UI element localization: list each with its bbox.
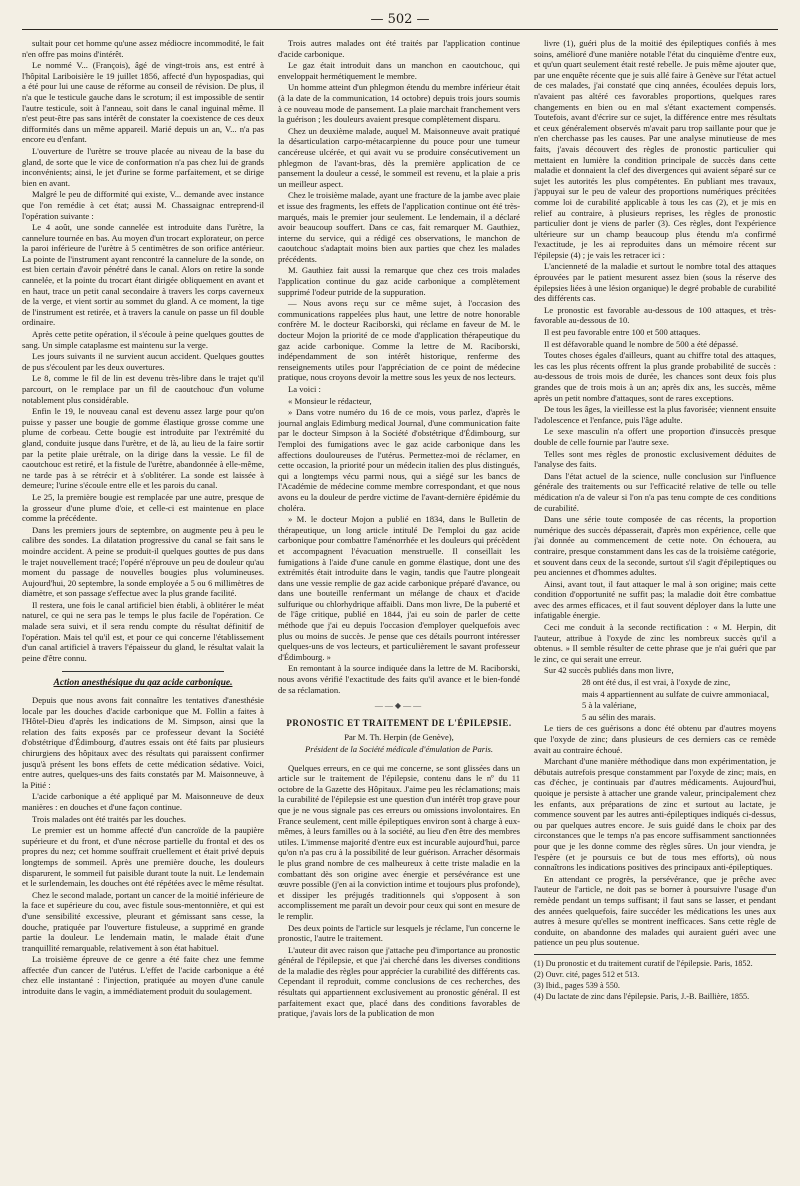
paragraph: » Dans votre numéro du 16 de ce mois, vous parlez, d'après le journal anglais Edimburg medical Journal, d'une communication faite par le docteur Simpson à la Société d'obstétrique d'Édimbourg, sur l'emploi des fumigations avec le gaz acide carbonique dans les affections douloureuses de l'utérus. Permettez-moi de réclamer, en cette occasion, la priorité pour un médecin italien des plus distingués, qui a longtemps vécu parmi nous, qui a siégé sur les bancs de l'Académie de médecine comme membre correspondant, et que nous avons eu la douleur de perdre victime de l'avant-dernière épidémie du choléra. bbox=[278, 407, 520, 513]
paragraph: Après cette petite opération, il s'écoule à peine quelques gouttes de sang. Un simple cataplasme est maintenu sur la verge. bbox=[22, 329, 264, 350]
paragraph: Enfin le 19, le nouveau canal est devenu assez large pour qu'on puisse y passer une bougie de gomme élastique grosse comme une plume de corbeau. Cette bougie est introduite par l'extrémité du gland, conduite jusque dans l'urètre, et de là, au lieu de la faire sortir par la petite plaie urétrale, on la dirige dans la vessie. Le fil de caoutchouc est retiré, et la fistule de l'urètre, abandonnée à elle-même, ne tarde pas à se rétrécir et à s'oblitérer. La sonde est laissée à demeure; l'urine s'écoule entre elle et les parois du canal. bbox=[22, 406, 264, 491]
paragraph: Le gaz était introduit dans un manchon en caoutchouc, qui enveloppait hermétiquement le membre. bbox=[278, 60, 520, 81]
column-left bbox=[22, 38, 264, 1168]
section-title: Action anesthésique du gaz acide carbonique. bbox=[53, 678, 233, 689]
header-rule bbox=[22, 29, 778, 30]
footnote: (2) Ouvr. cité, pages 512 et 513. bbox=[534, 969, 640, 979]
column-right bbox=[534, 38, 776, 1168]
paragraph: Le tiers de ces guérisons a donc été obtenu par d'autres moyens que l'oxyde de zinc; dans plusieurs de ces derniers cas ce remède avait au contraire échoué. bbox=[534, 723, 776, 755]
paragraph: Ceci me conduit à la seconde rectification : « M. Herpin, dit l'auteur, attribue à l'oxyde de zinc les nombreux succès qu'il a obtenus. » Il semble résulter de cette phrase que je n'ai guéri que par le zinc, ce qui serait une erreur. bbox=[534, 622, 776, 664]
column-left-paragraphs-2 bbox=[22, 695, 264, 997]
paragraph: Malgré le peu de difformité qui existe, V... demande avec instance que l'on remédie à cet état; aussi M. Chassaignac entreprend-il l'opération suivante : bbox=[22, 189, 264, 221]
article-title: PRONOSTIC ET TRAITEMENT DE L'ÉPILEPSIE. bbox=[286, 717, 512, 728]
article-author: Par M. Th. Herpin (de Genève), bbox=[344, 732, 454, 743]
paragraph: Dans les premiers jours de septembre, on augmente peu à peu le calibre des sondes. La dilatation progressive du canal se fait sans le moindre accident. A peine se produit-il quelques gouttes de pus dans le trajet nouvellement tracé; l'opéré n'éprouve un peu de douleur qu'au moment du passage de nouvelles bougies plus volumineuses. Aujourd'hui, 20 septembre, la sonde employée a 5 ou 6 millimètres de diamètre, et son passage s'effectue avec la plus grande facilité. bbox=[22, 524, 264, 599]
paragraph: Chez le second malade, portant un cancer de la moitié inférieure de la face et supérieure du cou, avec fistule sous-mentonnière, et qui est d'une sensibilité excessive, pleurant et gémissant sans cesse, la douche, pratiquée par l'ouverture fistuleuse, a supprimé en grande partie la douleur. Le lendemain matin, le malade était d'une tranquillité remarquable, relativement à son état habituel. bbox=[22, 889, 264, 953]
success-list bbox=[534, 677, 776, 722]
paragraph: L'auteur dit avec raison que j'attache peu d'importance au pronostic général de l'épilepsie, et que j'ai cherché dans les diverses conditions de la maladie des règles pour apprécier la curabilité des différents cas. Cependant il reproduit, comme conclusions de ces recherches, des résultats qui appartiennent exclusivement au pronostic général. Il est parfaitement exact que, placé dans des conditions favorables de pratique, j'avais lors de la publication de mon bbox=[278, 944, 520, 1019]
paragraph: Sur 42 succès publiés dans mon livre, bbox=[544, 665, 674, 676]
paragraph: L'ouverture de l'urètre se trouve placée au niveau de la base du gland, de sorte que le vice de conformation n'a pas chez lui de grands inconvénients; ainsi, le jet d'urine se forme parfaitement, et se dirige bien en avant. bbox=[22, 145, 264, 188]
paragraph: Depuis que nous avons fait connaître les tentatives d'anesthésie locale par les douches d'acide carbonique que M. Follin a faites à l'Hôtel-Dieu d'après les indications de M. Simpson, ainsi que la relation des faits exposés par ce professeur devant la Société d'obstétrique d'Édimbourg, d'autres essais ont été faits par plusieurs chirurgiens des hôpitaux avec des résultats qui paraissent confirmer jusqu'à présent les bons effets de cette médication sédative. Voici, entre autres, quelques-uns des faits constatés par M. Maisonneuve, à la Pitié : bbox=[22, 695, 264, 790]
paragraph: » M. le docteur Mojon a publié en 1834, dans le Bulletin de thérapeutique, un long article intitulé De l'emploi du gaz acide carbonique pour combattre l'aménorrhée et les douleurs qui précèdent et accompagnent l'évacuation menstruelle. Il conseillait les fumigations à l'aide d'une canule en gomme élastique, dont une des extrémités était introduite dans le vagin, tandis que l'autre plongeait dans une vessie remplie de gaz acide carbonique préparé d'avance, ou dans une bouteille renfermant un mélange de chaux et d'acide sulfurique ou chlorhydrique affaibli. Dans mon livre, De la puberté et de l'âge critique, publié en 1844, j'ai eu soin de parler de cette méthode que j'ai eu depuis l'occasion d'employer quelquefois avec plus ou moins de succès. Je pense que ces détails pourront intéresser quelques-uns de vos lecteurs, et particulièrement le savant professeur d'Édimbourg. » bbox=[278, 514, 520, 662]
column-middle-paragraphs-2 bbox=[278, 763, 520, 1019]
paragraph: Un homme atteint d'un phlegmon étendu du membre inférieur était (à la date de la communication, 14 octobre) depuis trois jours soumis à ce nouveau mode de pansement. La plaie marchait franchement vers la guérison ; les douleurs avaient presque complètement disparu. bbox=[278, 82, 520, 125]
list-item: 5 à la valériane, bbox=[582, 700, 637, 711]
paragraph: Le 8, comme le fil de lin est devenu très-libre dans le trajet qu'il parcourt, on le remplace par un fil de caoutchouc d'un volume notablement plus considérable. bbox=[22, 373, 264, 405]
paragraph: Dans une série toute composée de cas récents, la proportion numérique des succès dépasserait, d'après mon expérience, celle que j'ai donnée au commencement de cette note. On échouera, au contraire, presque constamment dans les cas de la troisième catégorie, et souvent dans ceux de la seconde, surtout s'il s'agit d'épileptiques ou peu anciennes et d'hommes adultes. bbox=[534, 514, 776, 578]
paragraph: Trois autres malades ont été traités par l'application continue d'acide carbonique. bbox=[278, 38, 520, 59]
footnotes bbox=[534, 954, 776, 1002]
paragraph: Marchant d'une manière méthodique dans mon expérimentation, je débutais autrefois presque constamment par l'oxyde de zinc; mais, en cas d'échec, je continuais par d'autres médicaments. Aujourd'hui, quoique je persiste à attacher une grande valeur, principalement chez les enfants, aux préparations de zinc et surtout au lactate, je commence souvent par les autres anti-épileptiques indiqués ci-dessus, ou par quelques autres encore. Je suis guidé dans le choix par des circonstances que le temps n'a pas encore suffisamment sanctionnées pour que je les donne comme des règles sûres. Un jour viendra, je l'espère (et je poursuis ce but de tous mes efforts), où nous connaîtrons les indications positives des principaux anti-épileptiques. bbox=[534, 756, 776, 873]
article-author-role: Président de la Société médicale d'émulation de Paris. bbox=[305, 744, 493, 754]
list-item: mais 4 appartiennent au sulfate de cuivre ammoniacal, bbox=[582, 688, 770, 699]
paragraph: Le pronostic est favorable au-dessous de 100 attaques, et très-favorable au-dessous de 10. bbox=[534, 304, 776, 326]
paragraph: Le 25, la première bougie est remplacée par une autre, presque de la grosseur d'une plume d'oie, et celle-ci est maintenue en place comme la précédente. bbox=[22, 491, 264, 524]
paragraph: Quelques erreurs, en ce qui me concerne, se sont glissées dans un article sur le traitement de l'épilepsie, contenu dans le nº du 11 octobre de la Gazette des Hôpitaux. J'aime peu les réclamations; mais la curabilité de l'épilepsie est une question d'un intérêt trop grave pour que je ne vous signale pas ces erreurs ou omissions involontaires. En France seulement, cent mille épileptiques environ sont à charge à eux-mêmes, à leurs familles ou à la société, au lieu d'en être des membres utiles. L'immense majorité d'entre eux est incurable aujourd'hui, parce qu'on n'a pas cru à la possibilité de leur guérison. Arracher désormais le plus grand nombre de ces malheureux à cette triste maladie en la combattant dès son origine avec énergie et persévérance est une œuvre possible (j'en ai la conviction intime et toujours plus profonde), et dissiper les préjugés traditionnels qui s'opposent à son accomplissement me paraît un devoir pour ceux qui sont en mesure de le remplir. bbox=[278, 762, 520, 921]
paragraph: Chez le troisième malade, ayant une fracture de la jambe avec plaie et issue des fragments, les effets de l'application continue ont été très-marqués, mais le premier jour seulement. Le lendemain, il a déclaré avoir beaucoup souffert. Dans ce cas, fait remarquer M. Gauthiez, interne du service, qui a rédigé ces observations, le manchon de caoutchouc s'adaptait moins bien aux parties que chez les malades précédents. bbox=[278, 190, 520, 264]
paragraph: Il est défavorable quand le nombre de 500 a été dépassé. bbox=[544, 338, 738, 349]
paragraph: Toutes choses égales d'ailleurs, quant au chiffre total des attaques, les cas les plus récents offrent la plus grande probabilité de succès : au-dessous de trois mois de durée, les chances sont deux fois plus grandes que de trois mois à un an; après dix ans, les succès, même après un petit nombre d'attaques, sont de rares exceptions. bbox=[534, 350, 776, 403]
column-middle-paragraphs bbox=[278, 38, 520, 695]
paragraph: La voici : bbox=[288, 384, 321, 394]
column-right-paragraphs bbox=[534, 38, 776, 676]
paragraph: « Monsieur le rédacteur, bbox=[288, 395, 372, 406]
paragraph: — Nous avons reçu sur ce même sujet, à l'occasion des communications rappelées plus haut, une lettre de notre honorable confrère M. le docteur Raciborski, qui réclame en faveur de M. le docteur Mojon la priorité de ce mode d'application thérapeutique du gaz acide carbonique. Comme la lettre de M. Raciborski, indépendamment de son intérêt historique, renferme des renseignements utiles pour l'appréciation de ce point de médecine pratique, nous croyons devoir la mettre sous les yeux de nos lecteurs. bbox=[278, 298, 520, 383]
ornament-divider: ——◆—— bbox=[374, 701, 424, 711]
paragraph: Le 4 août, une sonde cannelée est introduite dans l'urètre, la cannelure tournée en bas. Au moyen d'un trocart explorateur, on perce la paroi inférieure de l'urètre à 5 centimètres de son orifice antérieur. La pointe de l'instrument ayant rencontré la cannelure de la sonde, on est bien certain d'avoir pénétré dans le canal. Alors on retire la sonde cannelée, et la pointe du trocart étant dirigée obliquement en avant et en haut, trace un petit canal secondaire à travers les corps caverneux de la verge, et vient sortir au sommet du gland. A ce moment, la tige de l'instrument est retirée, et à travers la canule on passe un fil double ordinaire. bbox=[22, 222, 264, 328]
paragraph: sultait pour cet homme qu'une assez médiocre incommodité, le fait n'en offre pas moins d'intérêt. bbox=[22, 38, 264, 59]
paragraph: Il est peu favorable entre 100 et 500 attaques. bbox=[544, 327, 701, 338]
paragraph: livre (1), guéri plus de la moitié des épileptiques confiés à mes soins, amélioré d'une manière notable l'état du cinquième d'entre eux, et qu'un quart seulement était resté rebelle. Je puis même ajouter que, par une enquête récente que je suis allé faire à Genève sur l'état actuel de ces malades, j'ai constaté que cinq années, écoulées depuis lors, n'avaient pas altéré ces favorables proportions, quelques rares changements en bien ou en mal s'étant exactement compensés. Toutefois, avant d'écrire sur ce sujet, la différence entre mes résultats et ceux généralement observés m'avait paru trop saillante pour que je n'en cherchasse pas les causes. Par une analyse minutieuse de mes faits, j'avais découvert des règles de pronostic particulier qui mettaient en lumière la condition principale de succès dans cette maladie et donnaient la clef des divergences qui avaient séparé sur ce sujet les autorités les plus compétentes. En publiant mes travaux, j'appuyai sur le peu de valeur des proportions numériques précitées comme loi de curabilité applicable à tous les cas (2), et je mis en relief au contraire, à plusieurs reprises, les règles de pronostic particulier dont je viens de parler (3). Ces règles, dont l'expérience ultérieure sur un champ beaucoup plus étendu m'a confirmé l'exactitude, je les ai reproduites dans un mémoire récent sur l'épilepsie (4) ; je vais les retracer ici : bbox=[534, 38, 776, 260]
paragraph: Le sexe masculin n'a offert une proportion d'insuccès presque double de celle fournie par l'autre sexe. bbox=[534, 426, 776, 447]
page-number: — 502 — bbox=[370, 12, 430, 27]
paragraph: Il restera, une fois le canal artificiel bien établi, à oblitérer le méat naturel, ce qui ne sera pas le temps le plus facile de l'opération. Ce malade sera suivi, et il sera rendu compte du résultat définitif de l'opération. Mais tel qu'il est, et pour ce qui concerne l'établissement d'un canal artificiel à travers l'épaisseur du gland, le résultat valait la peine d'être connu. bbox=[22, 599, 264, 663]
paragraph: De tous les âges, la vieillesse est la plus favorisée; viennent ensuite l'adolescence et l'enfance, puis l'âge adulte. bbox=[534, 404, 776, 425]
paragraph: Ainsi, avant tout, il faut attaquer le mal à son origine; mais cette condition d'opportunité ne suffit pas; la maladie doit être combattue avec des armes efficaces, et il faut souvent déployer dans la lutte une infatigable énergie. bbox=[534, 578, 776, 621]
paragraph: En remontant à la source indiquée dans la lettre de M. Raciborski, nous avons vérifié l'exactitude des faits qu'il avance et le bien-fondé de sa réclamation. bbox=[278, 663, 520, 695]
paragraph: Des deux points de l'article sur lesquels je réclame, l'un concerne le pronostic, l'autre le traitement. bbox=[278, 922, 520, 944]
column-right-paragraphs-2 bbox=[534, 723, 776, 947]
footnote: (4) Du lactate de zinc dans l'épilepsie. Paris, J.-B. Baillière, 1855. bbox=[534, 991, 750, 1001]
column-left-paragraphs bbox=[22, 38, 264, 663]
paragraph: La troisième épreuve de ce genre a été faite chez une femme affectée d'un cancer de l'utérus. L'effet de l'acide carbonique a été chez elle instantané : l'injection, pratiquée au moyen d'une canule introduite dans le vagin, a immédiatement produit du soulagement. bbox=[22, 954, 264, 997]
paragraph: Le premier est un homme affecté d'un cancroïde de la paupière supérieure et du front, et d'une nécrose partielle du frontal et des os propres du nez; cet homme souffrait cruellement et était privé depuis longtemps de sommeil. Après une première douche, les douleurs disparurent, le sommeil fut paisible durant toute la nuit. Le lendemain et le surlendemain, les douches ont été répétées avec le même résultat. bbox=[22, 825, 264, 889]
column-middle bbox=[278, 38, 520, 1168]
paragraph: Les jours suivants il ne survient aucun accident. Quelques gouttes de pus s'écoulent par les deux ouvertures. bbox=[22, 351, 264, 372]
paragraph: Le nommé V... (François), âgé de vingt-trois ans, est entré à l'hôpital Lariboisière le 19 juillet 1856, affecté d'un hypospadias, qui a été pour lui une cause de réforme au conseil de révision. De plus, il n'a que le testicule gauche dans le scrotum; il est impossible de sentir l'autre testicule, soit à l'anneau, soit dans le canal inguinal même. Il n'est peut-être pas sans intérêt de constater la coexistence de ces deux difformités dans un même appareil. Marié depuis un an, V... n'a pas encore eu d'enfant. bbox=[22, 60, 264, 145]
paragraph: Dans l'état actuel de la science, nulle conclusion sur l'influence générale des traitements ou sur l'efficacité relative de telle ou telle médication n'a de valeur si l'on n'a pas tenu compte de ces conditions de curabilité. bbox=[534, 470, 776, 513]
list-item: 28 ont été dus, il est vrai, à l'oxyde de zinc, bbox=[582, 677, 731, 688]
paragraph: L'acide carbonique a été appliqué par M. Maisonneuve de deux manières : en douches et d'une façon continue. bbox=[22, 791, 264, 812]
paragraph: M. Gauthiez fait aussi la remarque que chez ces trois malades l'application continue du gaz acide carbonique a complètement supprimé l'odeur putride de la suppuration. bbox=[278, 265, 520, 297]
paragraph: L'ancienneté de la maladie et surtout le nombre total des attaques éprouvées par le patient mesurent assez bien (sous la réserve des épilepsies liées à une lésion organique) le degré probable de curabilité des différents cas. bbox=[534, 261, 776, 304]
section-divider bbox=[62, 671, 224, 672]
paragraph: Trois malades ont été traités par les douches. bbox=[32, 813, 186, 824]
footnote: (3) Ibid., pages 539 à 550. bbox=[534, 980, 620, 990]
footnote: (1) Du pronostic et du traitement curatif de l'épilepsie. Paris, 1852. bbox=[534, 958, 753, 968]
paragraph: Telles sont mes règles de pronostic exclusivement déduites de l'analyse des faits. bbox=[534, 448, 776, 470]
paragraph: En attendant ce progrès, la persévérance, que je prêche avec l'auteur de l'article, ne doit pas se borner à poursuivre l'usage d'un remède pendant un temps suffisant; il faut sans se lasser, et pendant des années quelquefois, faire succéder les médications les unes aux autres à mesure qu'elles se montrent inefficaces. Sans cette règle de conduite, on abandonne des malades qui auraient guéri avec une patience un peu plus soutenue. bbox=[534, 873, 776, 948]
list-item: 5 au sélin des marais. bbox=[582, 711, 656, 722]
paragraph: Chez un deuxième malade, auquel M. Maisonneuve avait pratiqué la désarticulation carpo-métacarpienne du pouce pour une tumeur cancéreuse ulcérée, et qui avait vu se produire consécutivement un phlegmon de l'avant-bras, dès la première application de ce pansement la douleur a cessé, le sommeil est revenu, et la plaie a pris un meilleur aspect. bbox=[278, 125, 520, 189]
